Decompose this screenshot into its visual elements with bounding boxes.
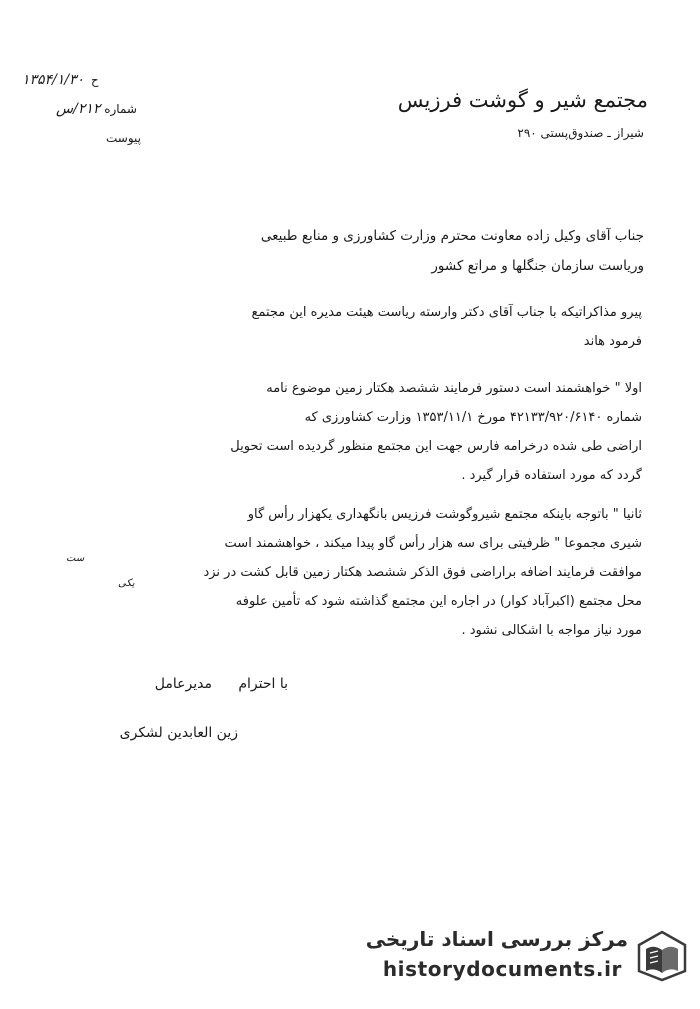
paragraph-2-line-2: شماره ۴۲۱۳۳/۹۲۰/۶۱۴۰ مورخ ۱۳۵۳/۱۱/۱ وزارت کشاورزی که [304,410,642,425]
paragraph-3-line-4: محل مجتمع (اکبرآباد کوار) در اجاره این مجتمع گذاشته شود که تأمین علوفه [235,594,642,609]
addressee-line-2: وریاست سازمان جنگلها و مراتع کشور [431,258,644,274]
paragraph-3-line-2: شیری مجموعا " ظرفیتی برای سه هزار رأس گاو پیدا میکند ، خواهشمند است [224,536,642,551]
handwritten-insert-2: یکی [118,578,135,589]
organization-name: مجتمع شیر و گوشت فرزیس [397,88,648,112]
paragraph-2-line-1: اولا " خواهشمند است دستور فرمایند ششصد هکتار زمین موضوع نامه [266,381,642,396]
paragraph-3-line-5: مورد نیاز مواجه با اشکالی نشود . [461,623,642,638]
watermark [365,925,692,987]
book-logo-icon [636,929,688,983]
watermark-text-fa: مرکز بررسی اسناد تاریخی [365,927,628,951]
paragraph-1-line-1: پیرو مذاکراتیکه با جناب آقای دکتر وارسته ریاست هیئت مدیره این مجتمع [251,305,642,320]
date-label: ح [91,73,99,87]
closing-regards: با احترام [238,676,288,692]
paragraph-1-line-2: فرمود هاند [583,334,642,349]
number-value: ۲۱۲/س [56,101,101,117]
watermark-text-en: historydocuments.ir [382,957,622,981]
date-value: ۱۳۵۴/۱/۳۰ [22,72,85,88]
date-field [22,72,99,88]
organization-address: شیراز ـ صندوق‌پستی ۲۹۰ [517,126,644,140]
number-field [56,101,137,117]
paragraph-3-line-3: موافقت فرمایند اضافه براراضی فوق الذکر ششصد هکتار زمین قابل کشت در نزد [203,565,642,580]
paragraph-3-line-1: ثانیا " باتوجه باینکه مجتمع شیروگوشت فرزیس بانگهداری یکهزار رأس گاو [247,507,642,522]
number-label: شماره [104,102,137,116]
paragraph-2-line-4: گردد که مورد استفاده قرار گیرد . [461,468,642,483]
signer-title: مدیرعامل [154,676,212,692]
signer-name: زین العابدین لشکری [119,725,238,741]
paragraph-2-line-3: اراضی طی شده درخرامه فارس جهت این مجتمع منظور گردیده است تحویل [230,439,642,454]
handwritten-insert-1: ست [66,553,85,564]
attachment-label: پیوست [106,131,141,145]
addressee-line-1: جناب آقای وکیل زاده معاونت محترم وزارت کشاورزی و منابع طبیعی [260,228,644,244]
